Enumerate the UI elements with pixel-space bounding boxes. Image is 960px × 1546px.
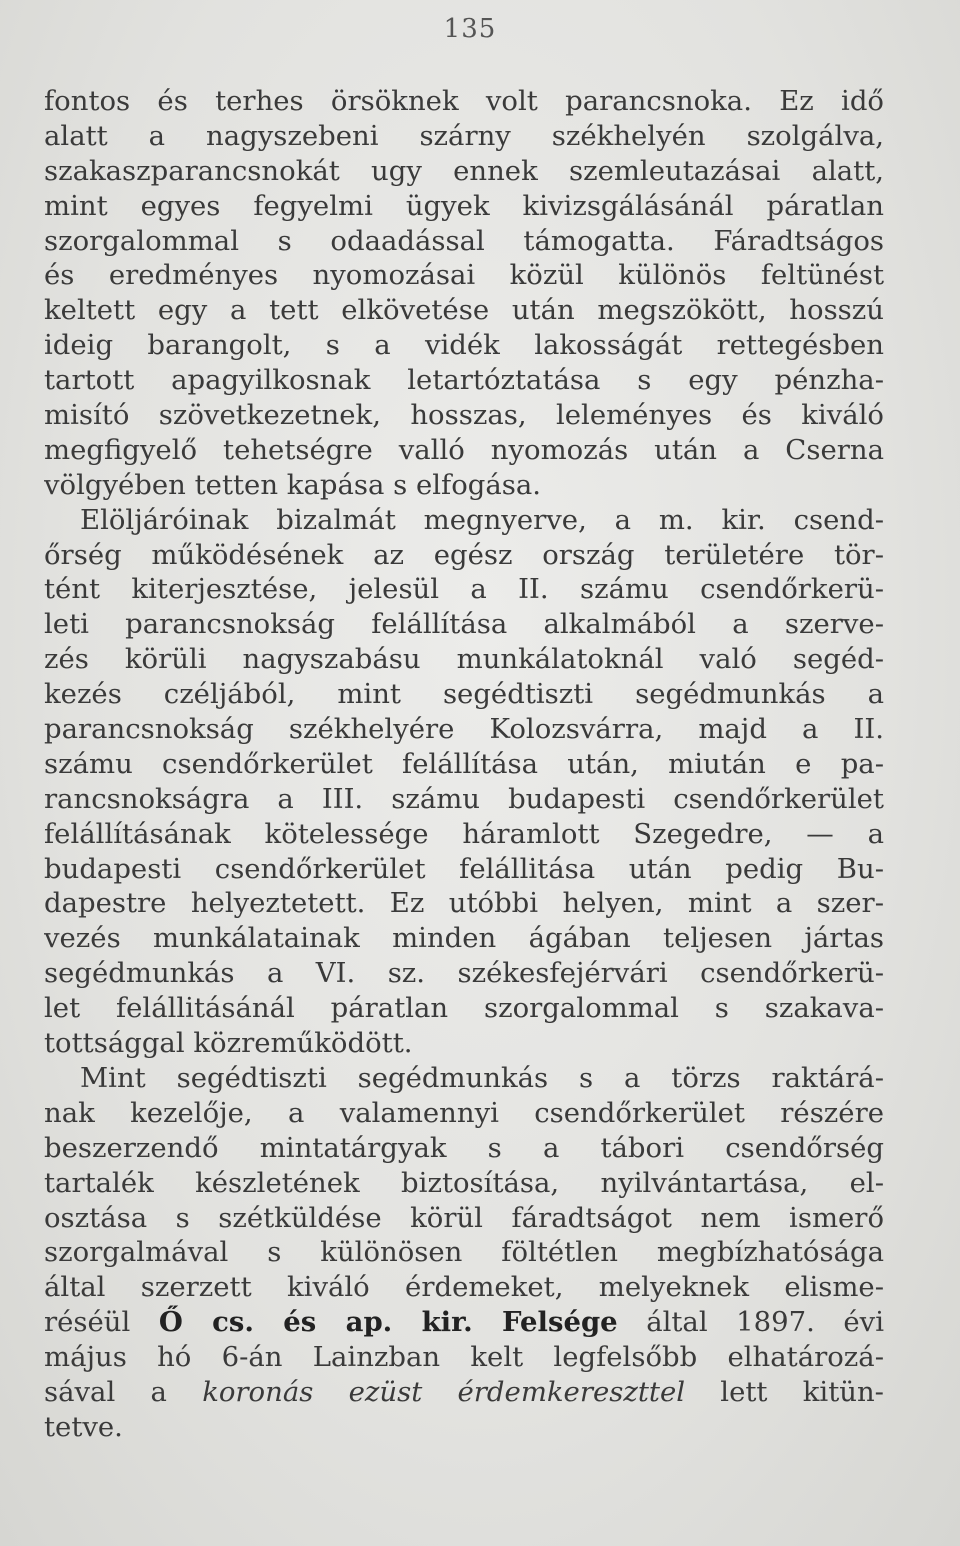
- text-line: vezés munkálatainak minden ágában teljesen jártas: [44, 922, 884, 955]
- text-line: zés körüli nagyszabásu munkálatoknál való segéd-: [44, 643, 884, 676]
- text-line: leti parancsnokság felállítása alkalmából a szerve-: [44, 608, 884, 641]
- text-line: nak kezelője, a valamennyi csendőrkerület részére: [44, 1096, 884, 1129]
- text-line: [44, 1305, 884, 1340]
- text-line: dapestre helyeztetett. Ez utóbbi helyen, mint a szer-: [44, 887, 884, 920]
- text-line: számu csendőrkerület felállítása után, miután e pa-: [44, 747, 884, 780]
- text-line: osztása s szétküldése körül fáradtságot nem ismerő: [44, 1201, 884, 1234]
- text-line: tetve.: [44, 1410, 123, 1443]
- text-line: misító szövetkezetnek, hosszas, leleményes és kiváló: [44, 399, 884, 432]
- line-suffix: által 1897. évi: [617, 1306, 884, 1339]
- body-text: [44, 84, 884, 1445]
- text-line: alatt a nagyszebeni szárny székhelyén szolgálva,: [44, 119, 884, 152]
- text-line: ideig barangolt, s a vidék lakosságát rettegésben: [44, 329, 884, 362]
- text-line: május hó 6-án Lainzban kelt legfelsőbb elhatározá-: [44, 1341, 884, 1374]
- page-number: 135: [443, 14, 497, 44]
- text-line: fontos és terhes örsöknek volt parancsnoka. Ez idő: [44, 85, 884, 117]
- text-line: megfigyelő tehetségre valló nyomozás után a Cserna: [44, 433, 884, 466]
- text-line: mint egyes fegyelmi ügyek kivizsgálásánál páratlan: [44, 189, 884, 222]
- text-line: beszerzendő mintatárgyak s a tábori csendőrség: [44, 1131, 884, 1164]
- text-line: keltett egy a tett elkövetése után megszökött, hosszú: [44, 294, 884, 327]
- text-line: rancsnokságra a III. számu budapesti csendőrkerület: [44, 782, 884, 815]
- text-line: felállításának kötelessége háramlott Szegedre, — a: [44, 817, 884, 850]
- text-line: tottsággal közreműködött.: [44, 1027, 413, 1060]
- text-line: tartott apagyilkosnak letartóztatása s egy pénzha-: [44, 364, 884, 397]
- text-line: budapesti csendőrkerület felállitása után pedig Bu-: [44, 852, 884, 885]
- text-line: parancsnokság székhelyére Kolozsvárra, majd a II.: [44, 713, 884, 746]
- text-line: Mint segédtiszti segédmunkás s a törzs raktárá-: [80, 1061, 884, 1094]
- text-line: segédmunkás a VI. sz. székesfejérvári csendőrkerü-: [44, 957, 884, 990]
- text-line: [44, 1375, 884, 1410]
- text-line: szorgalommal s odaadással támogatta. Fáradtságos: [44, 224, 884, 257]
- text-line: völgyében tetten kapása s elfogása.: [44, 468, 542, 501]
- text-line: szorgalmával s különösen föltétlen megbízhatósága: [44, 1236, 884, 1269]
- text-line: által szerzett kiváló érdemeket, melyeknek elisme-: [44, 1271, 884, 1304]
- line-prefix: sával a: [44, 1375, 203, 1408]
- text-line: szakaszparancsnokát ugy ennek szemleutazásai alatt,: [44, 154, 884, 187]
- text-line: Elöljáróinak bizalmát megnyerve, a m. kir. csend-: [80, 503, 884, 536]
- line-prefix: réséül: [44, 1306, 159, 1339]
- royal-title: Ő cs. és ap. kir. Felsége: [158, 1306, 618, 1339]
- text-line: és eredményes nyomozásai közül különös feltünést: [44, 259, 884, 292]
- text-line: tartalék készletének biztosítása, nyilvántartása, el-: [44, 1166, 884, 1199]
- text-line: let felállitásánál páratlan szorgalommal s szakava-: [44, 992, 884, 1025]
- text-line: őrség működésének az egész ország területére tör-: [44, 538, 884, 571]
- decoration-name: koronás ezüst érdemkereszttel: [202, 1375, 686, 1408]
- text-line: tént kiterjesztése, jelesül a II. számu csendőrkerü-: [44, 573, 884, 606]
- line-suffix: lett kitün-: [685, 1375, 884, 1408]
- text-line: kezés czéljából, mint segédtiszti segédmunkás a: [44, 678, 884, 711]
